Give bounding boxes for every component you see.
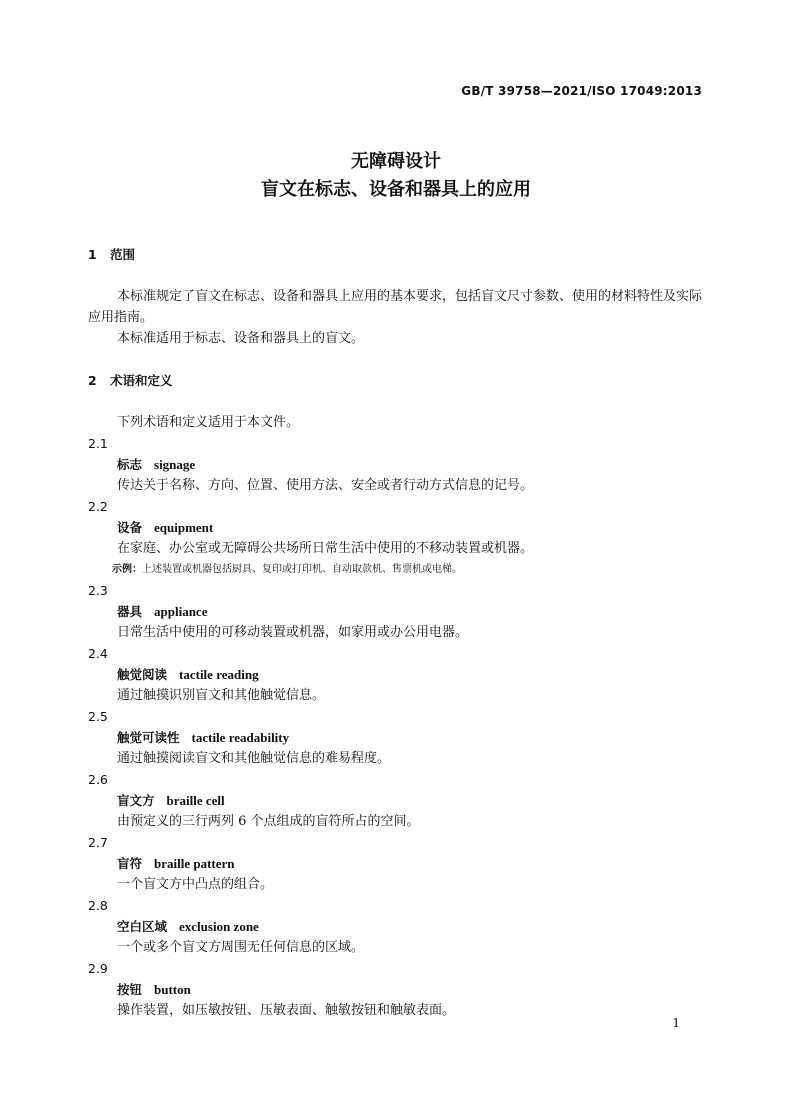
- term-english: braille cell: [166, 793, 225, 808]
- term-number: 2.9: [88, 961, 108, 976]
- term-number: 2.8: [88, 898, 108, 913]
- term-chinese: 盲符: [117, 856, 143, 871]
- term-english: equipment: [154, 520, 214, 535]
- term-chinese: 空白区域: [117, 919, 168, 934]
- example-label: 示例：: [112, 564, 142, 575]
- term-number: 2.5: [88, 709, 108, 724]
- term-heading: [88, 790, 706, 811]
- term-definition: 一个盲文方中凸点的组合。: [117, 877, 274, 892]
- section-number: 1: [88, 247, 97, 262]
- term-english: tactile reading: [179, 667, 259, 682]
- term-definition: 日常生活中使用的可移动装置或机器，如家用或办公用电器。: [117, 625, 469, 640]
- term-heading: [88, 601, 706, 622]
- term-heading: [88, 664, 706, 685]
- term-entry: [88, 706, 706, 769]
- section-title: 范围: [110, 247, 136, 262]
- term-entry: [88, 433, 706, 496]
- term-number: 2.1: [88, 436, 108, 451]
- term-definition: 一个或多个盲文方周围无任何信息的区域。: [117, 940, 365, 955]
- term-number: 2.4: [88, 646, 108, 661]
- document-title: [0, 148, 792, 204]
- terms-intro: 下列术语和定义适用于本文件。: [117, 415, 300, 430]
- term-chinese: 触觉可读性: [117, 730, 180, 745]
- scope-paragraph-1: 本标准规定了盲文在标志、设备和器具上应用的基本要求，包括盲文尺寸参数、使用的材料特性及实际应用指南。: [88, 289, 703, 325]
- term-english: signage: [154, 457, 196, 472]
- term-chinese: 盲文方: [117, 793, 155, 808]
- page-number: 1: [672, 1016, 680, 1030]
- term-definition: 通过触摸识别盲文和其他触觉信息。: [117, 688, 326, 703]
- term-heading: [88, 727, 706, 748]
- term-english: tactile readability: [191, 730, 290, 745]
- term-chinese: 设备: [117, 520, 143, 535]
- term-entry: [88, 769, 706, 832]
- term-entry: [88, 580, 706, 643]
- term-english: appliance: [154, 604, 208, 619]
- term-number: 2.7: [88, 835, 108, 850]
- term-entry: [88, 643, 706, 706]
- term-example: [88, 559, 706, 580]
- term-heading: [88, 517, 706, 538]
- term-entry: [88, 832, 706, 895]
- scope-paragraph-2: 本标准适用于标志、设备和器具上的盲文。: [117, 331, 365, 346]
- term-entry: [88, 895, 706, 958]
- term-chinese: 标志: [117, 457, 143, 472]
- term-definition: 操作装置，如压敏按钮、压敏表面、触敏按钮和触敏表面。: [117, 1003, 456, 1018]
- term-chinese: 触觉阅读: [117, 667, 168, 682]
- example-text: 上述装置或机器包括厨具、复印或打印机、自动取款机、售票机或电梯。: [142, 564, 462, 575]
- term-number: 2.3: [88, 583, 108, 598]
- term-definition: 传达关于名称、方向、位置、使用方法、安全或者行动方式信息的记号。: [117, 478, 534, 493]
- term-definition: 在家庭、办公室或无障碍公共场所日常生活中使用的不移动装置或机器。: [117, 541, 534, 556]
- term-heading: [88, 454, 706, 475]
- section-title: 术语和定义: [110, 373, 173, 388]
- term-number: 2.2: [88, 499, 108, 514]
- term-definition: 通过触摸阅读盲文和其他触觉信息的难易程度。: [117, 751, 391, 766]
- document-code: GB/T 39758—2021/ISO 17049:2013: [461, 84, 702, 98]
- term-heading: [88, 916, 706, 937]
- title-line-2: 盲文在标志、设备和器具上的应用: [261, 179, 531, 200]
- term-english: button: [154, 982, 191, 997]
- term-entry: [88, 496, 706, 580]
- term-entry: [88, 958, 706, 1021]
- term-chinese: 器具: [117, 604, 143, 619]
- section-2-heading: [88, 370, 706, 391]
- term-english: exclusion zone: [179, 919, 259, 934]
- term-english: braille pattern: [154, 856, 235, 871]
- term-heading: [88, 979, 706, 1000]
- term-chinese: 按钮: [117, 982, 143, 997]
- term-number: 2.6: [88, 772, 108, 787]
- term-heading: [88, 853, 706, 874]
- section-number: 2: [88, 373, 97, 388]
- section-1-heading: [88, 244, 706, 265]
- title-line-1: 无障碍设计: [351, 151, 441, 172]
- document-body: [88, 244, 706, 1021]
- term-definition: 由预定义的三行两列 6 个点组成的盲符所占的空间。: [117, 814, 420, 829]
